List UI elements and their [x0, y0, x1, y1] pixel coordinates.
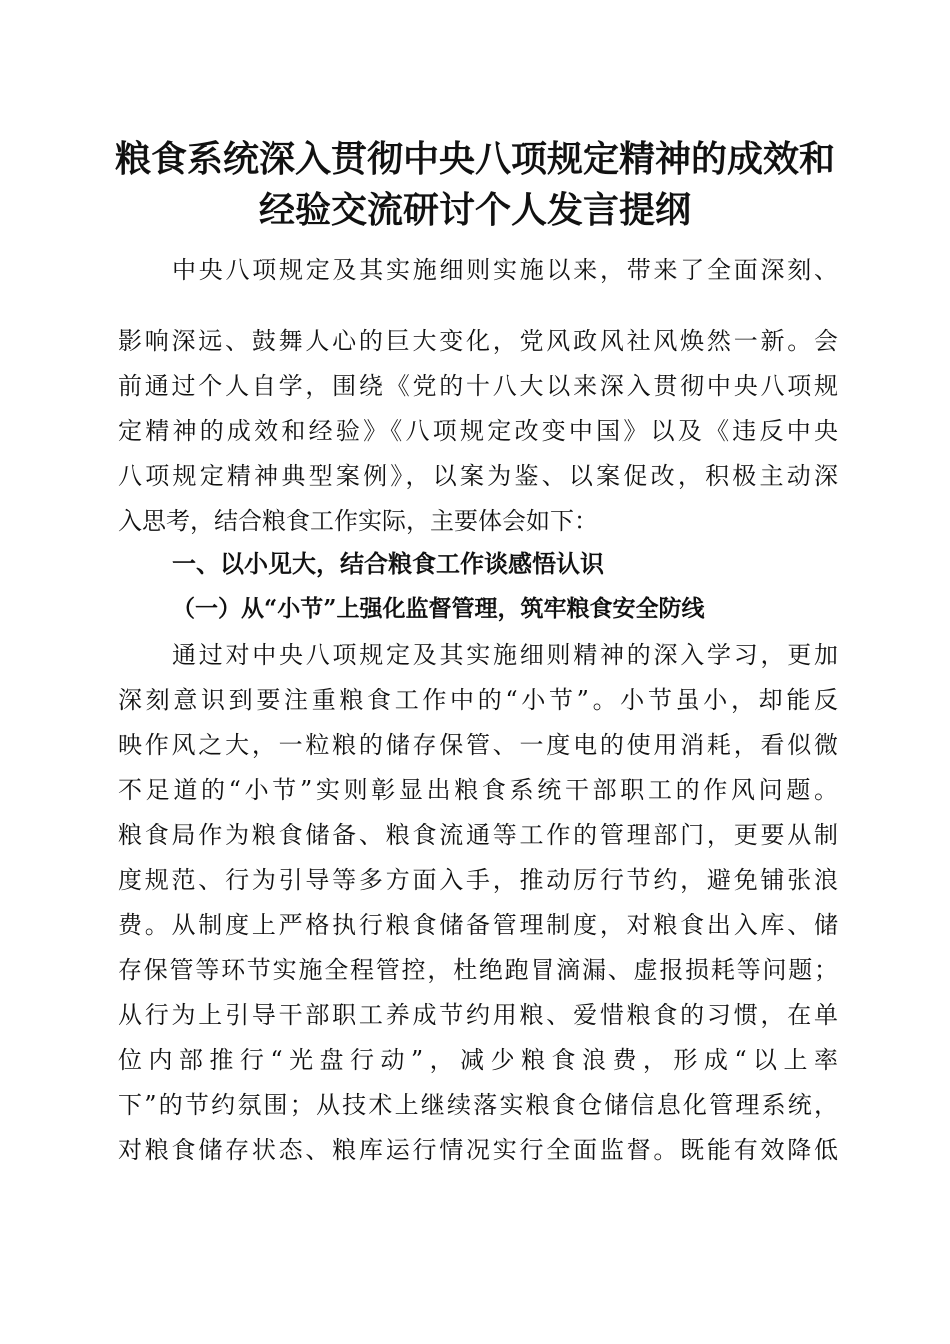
intro-line: 入思考，结合粮食工作实际，主要体会如下：	[118, 507, 598, 535]
section-line: 通过对中央八项规定及其实施细则精神的深入学习，更加	[172, 641, 838, 669]
section-line: 映作风之大，一粒粮的储存保管、一度电的使用消耗，看似微	[118, 731, 838, 759]
intro-line: 影响深远、鼓舞人心的巨大变化，党风政风社风焕然一新。会	[118, 327, 838, 355]
section-line: 深刻意识到要注重粮食工作中的“小节”。小节虽小，却能反	[118, 686, 838, 714]
section-line: 从行为上引导干部职工养成节约用粮、爱惜粮食的习惯，在单	[118, 1001, 838, 1029]
section-line: 对粮食储存状态、粮库运行情况实行全面监督。既能有效降低	[118, 1136, 838, 1164]
document-title-line-2: 经验交流研讨个人发言提纲	[258, 189, 691, 231]
section-line: 不足道的“小节”实则彰显出粮食系统干部职工的作风问题。	[118, 776, 838, 804]
section-heading-1: 一、以小见大，结合粮食工作谈感悟认识	[172, 550, 604, 578]
section-line: 度规范、行为引导等多方面入手，推动厉行节约，避免铺张浪	[118, 866, 838, 894]
section-line: 存保管等环节实施全程管控，杜绝跑冒滴漏、虚报损耗等问题；	[118, 956, 838, 984]
section-heading-2: （一）从“小节”上强化监督管理，筑牢粮食安全防线	[172, 595, 705, 622]
intro-line: 中央八项规定及其实施细则实施以来，带来了全面深刻、	[172, 256, 838, 284]
intro-line: 八项规定精神典型案例》，以案为鉴、以案促改，积极主动深	[118, 462, 838, 490]
document-title-line-1: 粮食系统深入贯彻中央八项规定精神的成效和	[114, 138, 835, 180]
section-line: 粮食局作为粮食储备、粮食流通等工作的管理部门，更要从制	[118, 821, 838, 849]
intro-line: 前通过个人自学，围绕《党的十八大以来深入贯彻中央八项规	[118, 372, 838, 400]
section-line: 下”的节约氛围；从技术上继续落实粮食仓储信息化管理系统，	[118, 1091, 838, 1119]
section-line: 费。从制度上严格执行粮食储备管理制度，对粮食出入库、储	[118, 911, 838, 939]
section-line: 位内部推行“光盘行动”，减少粮食浪费，形成“以上率	[118, 1046, 838, 1074]
intro-line: 定精神的成效和经验》《八项规定改变中国》以及《违反中央	[118, 417, 838, 445]
